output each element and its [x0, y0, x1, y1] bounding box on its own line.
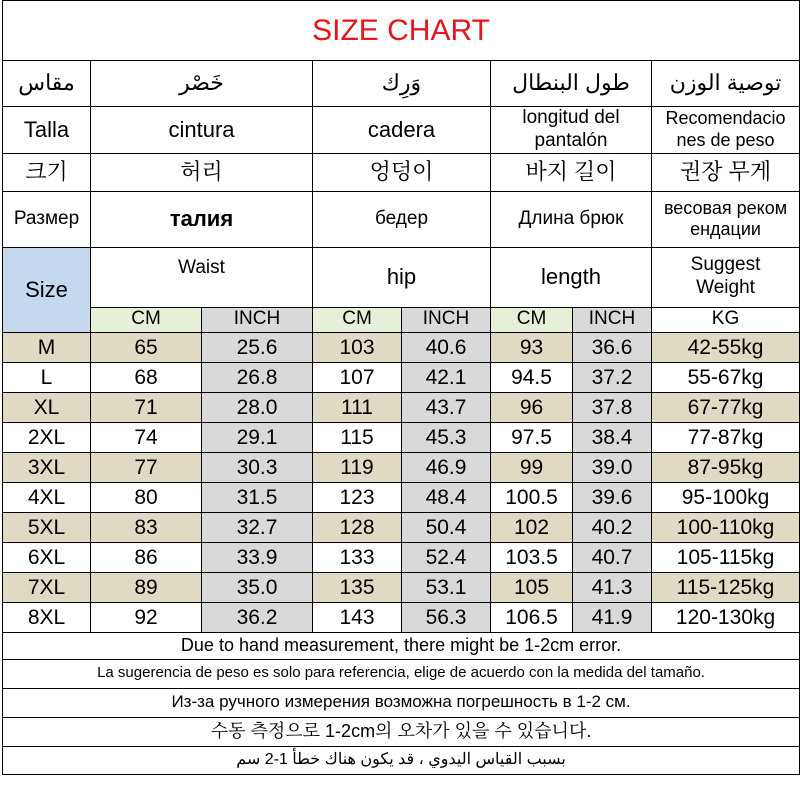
header-waist-ko: 허리	[91, 153, 313, 191]
cell-size: M	[3, 332, 91, 362]
cell-hip-cm: 111	[313, 392, 402, 422]
header-hip-es: cadera	[313, 107, 491, 154]
cell-hip-cm: 123	[313, 482, 402, 512]
unit-weight-kg: KG	[652, 307, 800, 332]
cell-waist-inch: 32.7	[202, 512, 313, 542]
cell-weight: 77-87kg	[652, 422, 800, 452]
cell-weight: 100-110kg	[652, 512, 800, 542]
cell-length-inch: 37.8	[573, 392, 652, 422]
cell-hip-inch: 56.3	[402, 602, 491, 632]
cell-waist-inch: 29.1	[202, 422, 313, 452]
cell-waist-inch: 31.5	[202, 482, 313, 512]
header-weight-ru: весовая реком ендации	[652, 191, 800, 247]
cell-length-inch: 40.7	[573, 542, 652, 572]
table-row	[3, 332, 800, 362]
cell-waist-inch: 35.0	[202, 572, 313, 602]
unit-waist-inch: INCH	[202, 307, 313, 332]
cell-length-cm: 100.5	[491, 482, 573, 512]
note-spanish: La sugerencia de peso es solo para referencia, elige de acuerdo con la medida del tamaño.	[3, 659, 800, 688]
header-length-ru: Длина брюк	[491, 191, 652, 247]
unit-waist-cm: CM	[91, 307, 202, 332]
header-weight-en: Suggest Weight	[652, 247, 800, 307]
header-row-russian	[3, 191, 800, 247]
header-hip-ar: وَرِك	[313, 61, 491, 107]
cell-waist-inch: 36.2	[202, 602, 313, 632]
note-row-korean	[3, 717, 800, 746]
cell-waist-inch: 25.6	[202, 332, 313, 362]
note-arabic: بسبب القياس اليدوي ، قد يكون هناك خطأ 1-2 سم	[3, 746, 800, 774]
chart-title: SIZE CHART	[3, 1, 800, 61]
note-row-arabic	[3, 746, 800, 774]
cell-weight: 120-130kg	[652, 602, 800, 632]
cell-length-cm: 93	[491, 332, 573, 362]
cell-weight: 55-67kg	[652, 362, 800, 392]
cell-hip-inch: 50.4	[402, 512, 491, 542]
header-length-ko: 바지 길이	[491, 153, 652, 191]
cell-size: 2XL	[3, 422, 91, 452]
cell-hip-cm: 103	[313, 332, 402, 362]
unit-hip-inch: INCH	[402, 307, 491, 332]
cell-hip-cm: 119	[313, 452, 402, 482]
note-english: Due to hand measurement, there might be 1-2cm error.	[3, 632, 800, 659]
cell-waist-cm: 80	[91, 482, 202, 512]
cell-hip-cm: 107	[313, 362, 402, 392]
cell-length-cm: 96	[491, 392, 573, 422]
table-row	[3, 482, 800, 512]
cell-length-inch: 39.0	[573, 452, 652, 482]
note-row-russian	[3, 688, 800, 717]
cell-hip-cm: 143	[313, 602, 402, 632]
size-chart-table	[2, 0, 800, 775]
cell-hip-cm: 133	[313, 542, 402, 572]
header-size-es: Talla	[3, 107, 91, 154]
table-row	[3, 602, 800, 632]
cell-length-inch: 36.6	[573, 332, 652, 362]
table-row	[3, 542, 800, 572]
note-row-english	[3, 632, 800, 659]
cell-hip-inch: 46.9	[402, 452, 491, 482]
header-waist-ar: خَصْر	[91, 61, 313, 107]
cell-hip-inch: 40.6	[402, 332, 491, 362]
header-weight-ar: توصية الوزن	[652, 61, 800, 107]
table-row	[3, 452, 800, 482]
header-length-en: length	[491, 247, 652, 307]
unit-length-inch: INCH	[573, 307, 652, 332]
header-size-en: Size	[3, 247, 91, 332]
cell-length-inch: 37.2	[573, 362, 652, 392]
cell-length-cm: 94.5	[491, 362, 573, 392]
table-row	[3, 512, 800, 542]
cell-waist-inch: 26.8	[202, 362, 313, 392]
cell-waist-cm: 65	[91, 332, 202, 362]
cell-length-cm: 106.5	[491, 602, 573, 632]
cell-length-cm: 99	[491, 452, 573, 482]
cell-weight: 115-125kg	[652, 572, 800, 602]
cell-waist-inch: 30.3	[202, 452, 313, 482]
cell-hip-inch: 43.7	[402, 392, 491, 422]
header-row-korean	[3, 153, 800, 191]
header-weight-ko: 권장 무게	[652, 153, 800, 191]
cell-hip-inch: 52.4	[402, 542, 491, 572]
cell-hip-cm: 115	[313, 422, 402, 452]
cell-hip-inch: 45.3	[402, 422, 491, 452]
cell-hip-inch: 48.4	[402, 482, 491, 512]
table-row	[3, 422, 800, 452]
table-row	[3, 572, 800, 602]
header-waist-es: cintura	[91, 107, 313, 154]
cell-waist-inch: 33.9	[202, 542, 313, 572]
header-row-arabic	[3, 61, 800, 107]
cell-length-cm: 97.5	[491, 422, 573, 452]
cell-length-inch: 41.3	[573, 572, 652, 602]
cell-weight: 105-115kg	[652, 542, 800, 572]
cell-waist-cm: 71	[91, 392, 202, 422]
cell-waist-cm: 86	[91, 542, 202, 572]
note-korean: 수동 측정으로 1-2cm의 오차가 있을 수 있습니다.	[3, 717, 800, 746]
cell-waist-inch: 28.0	[202, 392, 313, 422]
cell-size: 4XL	[3, 482, 91, 512]
cell-hip-inch: 53.1	[402, 572, 491, 602]
cell-hip-inch: 42.1	[402, 362, 491, 392]
header-length-ar: طول البنطال	[491, 61, 652, 107]
header-hip-en: hip	[313, 247, 491, 307]
cell-waist-cm: 77	[91, 452, 202, 482]
table-row	[3, 392, 800, 422]
cell-hip-cm: 135	[313, 572, 402, 602]
cell-length-inch: 39.6	[573, 482, 652, 512]
cell-weight: 87-95kg	[652, 452, 800, 482]
cell-size: 7XL	[3, 572, 91, 602]
cell-size: 6XL	[3, 542, 91, 572]
cell-waist-cm: 89	[91, 572, 202, 602]
cell-size: XL	[3, 392, 91, 422]
table-row	[3, 362, 800, 392]
header-waist-ru: талия	[91, 191, 313, 247]
unit-row	[3, 307, 800, 332]
cell-hip-cm: 128	[313, 512, 402, 542]
header-hip-ru: бедер	[313, 191, 491, 247]
cell-waist-cm: 74	[91, 422, 202, 452]
cell-length-inch: 38.4	[573, 422, 652, 452]
cell-weight: 95-100kg	[652, 482, 800, 512]
note-russian: Из-за ручного измерения возможна погрешность в 1-2 см.	[3, 688, 800, 717]
cell-size: L	[3, 362, 91, 392]
header-length-es: longitud del pantalón	[491, 107, 652, 154]
cell-waist-cm: 68	[91, 362, 202, 392]
header-waist-en: Waist	[91, 247, 313, 307]
header-size-ko: 크기	[3, 153, 91, 191]
cell-size: 8XL	[3, 602, 91, 632]
unit-hip-cm: CM	[313, 307, 402, 332]
cell-length-inch: 41.9	[573, 602, 652, 632]
cell-weight: 42-55kg	[652, 332, 800, 362]
header-hip-ko: 엉덩이	[313, 153, 491, 191]
cell-waist-cm: 83	[91, 512, 202, 542]
header-weight-es: Recomendacio nes de peso	[652, 107, 800, 154]
cell-length-cm: 102	[491, 512, 573, 542]
header-row-spanish	[3, 107, 800, 154]
cell-length-inch: 40.2	[573, 512, 652, 542]
cell-length-cm: 103.5	[491, 542, 573, 572]
cell-waist-cm: 92	[91, 602, 202, 632]
header-size-ar: مقاس	[3, 61, 91, 107]
cell-length-cm: 105	[491, 572, 573, 602]
note-row-spanish	[3, 659, 800, 688]
cell-size: 5XL	[3, 512, 91, 542]
unit-length-cm: CM	[491, 307, 573, 332]
cell-size: 3XL	[3, 452, 91, 482]
header-row-english	[3, 247, 800, 307]
header-size-ru: Размер	[3, 191, 91, 247]
cell-weight: 67-77kg	[652, 392, 800, 422]
